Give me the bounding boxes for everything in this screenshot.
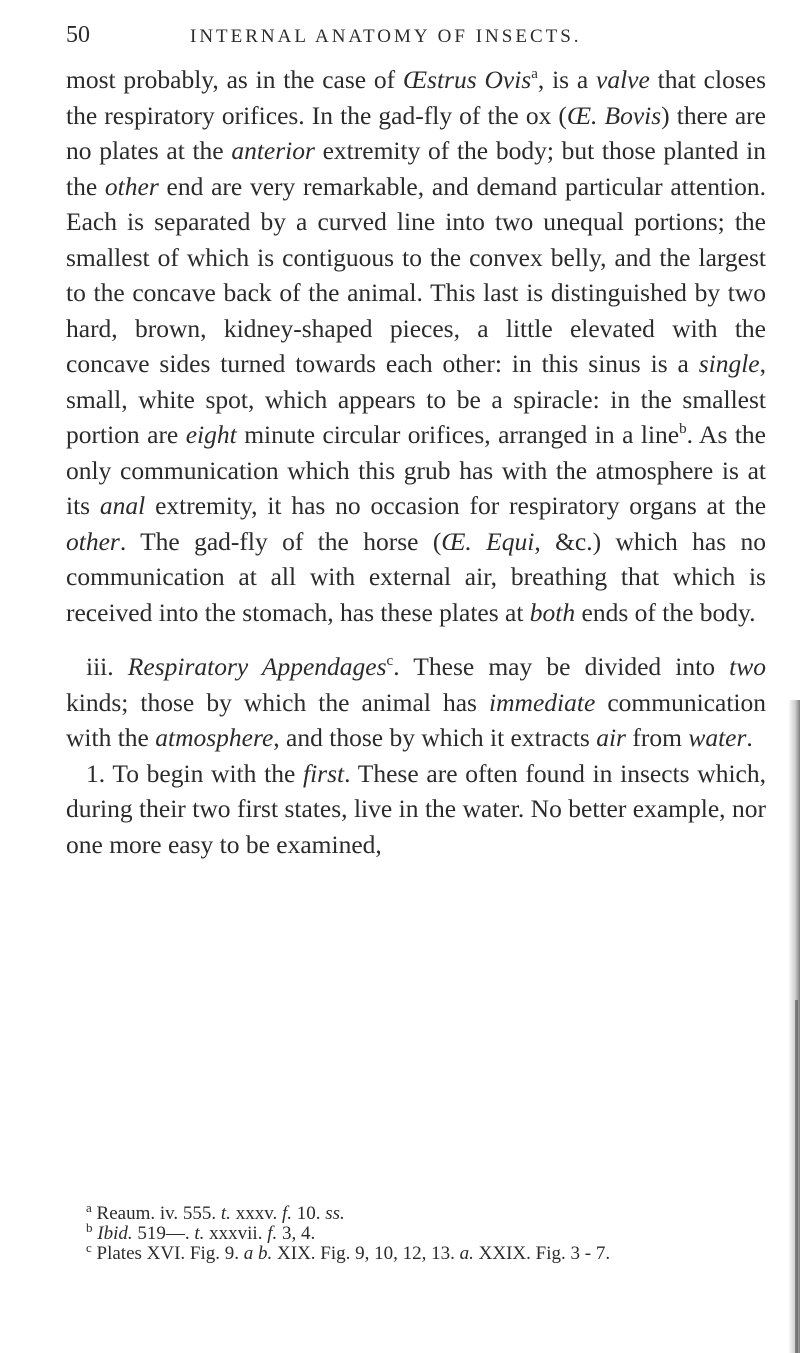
italic-text: single: [698, 349, 760, 378]
text-run: , &c.) which has no communication at all with external air, breathing that which is received into the stomach, has these plates at: [66, 526, 766, 627]
italic-text: air: [596, 723, 626, 752]
italic-text: ss.: [325, 1203, 345, 1224]
text-run: 519—.: [132, 1223, 195, 1244]
footnote-marker: a: [531, 66, 538, 82]
text-run: . These may be divided into: [393, 652, 730, 681]
italic-text: t.: [194, 1223, 205, 1244]
text-run: , small, white spot, which appears to be a spiracle: in the smallest portion are: [66, 349, 766, 449]
text-run: xxxv.: [230, 1203, 282, 1224]
text-run: minute circular orifices, arranged in a line: [236, 420, 680, 449]
italic-text: valve: [596, 65, 650, 94]
text-run: XIX. Fig. 9, 10, 12, 13.: [272, 1243, 460, 1264]
italic-text: anterior: [231, 136, 315, 165]
italic-text: f.: [267, 1223, 278, 1244]
italic-text: Œ. Bovis: [566, 100, 662, 130]
paragraph-3: [66, 756, 766, 863]
text-run: extremity, it has no occasion for respiratory organs at the: [145, 491, 767, 520]
footnote-c: [66, 1240, 766, 1264]
italic-text: atmosphere: [155, 723, 274, 752]
text-run: , is a: [537, 65, 597, 94]
text-run: 10.: [292, 1203, 326, 1224]
italic-text: other: [104, 171, 159, 201]
italic-text: first: [303, 758, 345, 788]
italic-text: eight: [185, 420, 237, 449]
footnote-b: [66, 1220, 766, 1244]
italic-text: t.: [220, 1203, 231, 1224]
italic-text: two: [729, 652, 766, 681]
footnote-a: [66, 1200, 766, 1224]
text-run: xxxvii.: [204, 1223, 268, 1244]
page-number: 50: [66, 22, 90, 48]
italic-text: a.: [459, 1243, 474, 1264]
footnote-marker: c: [86, 1240, 92, 1255]
running-title: INTERNAL ANATOMY OF INSECTS.: [190, 26, 582, 47]
footnote-marker: c: [386, 653, 394, 669]
footnote-marker: a: [86, 1200, 92, 1215]
text-run: .: [746, 723, 753, 752]
italic-text: anal: [99, 491, 146, 520]
text-run: XXIX. Fig. 3 - 7.: [473, 1243, 611, 1264]
text-run: , and those by which it extracts: [273, 723, 597, 752]
text-run: Plates XVI. Fig. 9.: [91, 1243, 244, 1264]
italic-text: a b.: [243, 1243, 273, 1264]
italic-text: Œstrus Ovis: [402, 65, 532, 94]
running-head: [66, 20, 766, 56]
italic-text: f.: [281, 1203, 292, 1224]
text-run: communication with the: [66, 687, 766, 752]
text-run: extremity of the body; but those planted in the: [66, 136, 766, 201]
text-run: iii.: [86, 652, 128, 681]
text-run: most probably, as in the case of: [66, 65, 403, 94]
italic-text: Œ. Equi: [441, 526, 535, 556]
italic-text: Ibid.: [97, 1223, 133, 1244]
text-run: ends of the body.: [575, 597, 756, 627]
paragraph-1: [66, 62, 766, 630]
text-run: Reaum. iv. 555.: [91, 1203, 221, 1224]
italic-text: other: [66, 526, 120, 556]
paragraph-2: [66, 649, 766, 756]
body-text: [66, 62, 766, 862]
italic-text: Respiratory Appendages: [127, 652, 387, 681]
italic-text: water: [688, 723, 747, 752]
text-run: 3, 4.: [277, 1223, 316, 1244]
italic-text: both: [529, 597, 576, 627]
text-run: . The gad-fly of the horse (: [119, 526, 442, 556]
text-run: kinds; those by which the animal has: [66, 687, 490, 717]
page-edge-shadow: [788, 700, 800, 1353]
text-run: that closes the respiratory orifices. In the gad-fly of the ox (: [66, 65, 767, 130]
italic-text: immediate: [489, 687, 596, 717]
text-run: 1. To begin with the: [86, 758, 304, 788]
footnote-marker: b: [679, 421, 687, 437]
footnotes: [66, 1200, 766, 1264]
page-edge-line: [795, 1000, 798, 1353]
footnote-marker: b: [86, 1220, 93, 1235]
text-run: . As the only communication which this grub has with the atmosphere is at its: [66, 420, 766, 520]
text-run: ) there are no plates at the: [66, 100, 766, 165]
text-run: from: [625, 723, 689, 752]
text-run: end are very remarkable, and demand particular attention. Each is separated by a curved line into two unequal portions; the smallest of which is contiguous to the convex belly, and the largest to the concave back of the animal. This last is distinguished by two hard, brown, kidney-shaped pieces, a little elevated with the concave sides turned towards each other: in this sinus is a: [66, 171, 766, 378]
text-run: . These are often found in insects which, during their two first states, live in the water. No better example, nor one more easy to be examined,: [66, 758, 766, 859]
